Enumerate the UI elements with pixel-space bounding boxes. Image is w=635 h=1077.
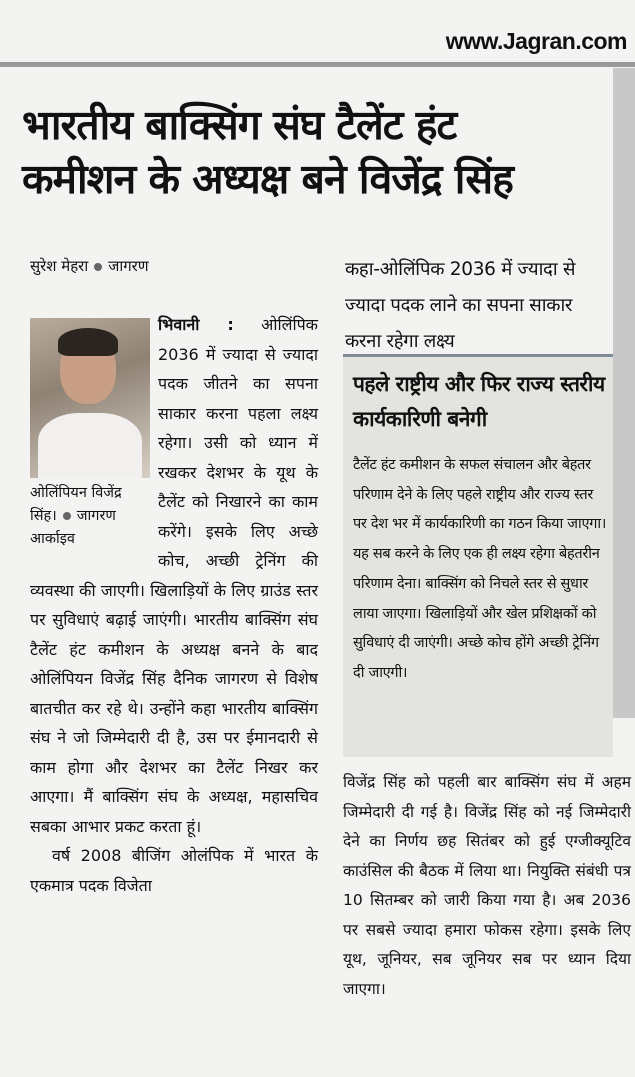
intro-text: ओलिंपिक 2036 में ज्यादा से ज्यादा पदक जीतने का सपना साकार करना पहला लक्ष्य रहेगा। उसी को ध्यान में रखकर देशभर के यूथ के टैलेंट को निखारने का काम करेंगे। इसके लिए अच्छे कोच, अच्छी ट्रेनिंग की व्यवस्था की जाएगी। खिलाड़ियों के लिए ग्राउंड स्तर पर सुविधाएं बढ़ाई जाएंगी। भारतीय बाक्सिंग संघ टैलेंट हंट कमीशन के अध्यक्ष बनने के बाद ओलिंपियन विजेंद्र सिंह दैनिक जागरण से विशेष बातचीत कर रहे थे। उन्होंने कहा भारतीय बाक्सिंग संघ ने जो जिम्मेदारी दी है, उस पर ईमानदारी से काम होगा और देशभर का टैलेंट निखर कर आएगा। मैं बाक्सिंग संघ के अध्यक्ष, महासचिव सबका आभार प्रकट करता हूं। (30, 315, 318, 836)
second-paragraph-text: वर्ष 2008 बीजिंग ओलंपिक में भारत के एकमात्र पदक विजेता (30, 846, 318, 895)
headline (22, 98, 622, 206)
byline-author: सुरेश मेहरा (30, 257, 89, 275)
headline-line-2: कमीशन के अध्यक्ष बने विजेंद्र सिंह (22, 155, 513, 203)
byline (30, 256, 149, 276)
photo-caption-name: ओलिंपियन विजेंद्र सिंह। (30, 485, 122, 524)
byline-source: जागरण (108, 257, 149, 275)
headline-line-1: भारतीय बाक्सिंग संघ टैलेंट हंट (22, 101, 457, 149)
box-text: टैलेंट हंट कमीशन के सफल संचालन और बेहतर परिणाम देने के लिए पहले राष्ट्रीय और राज्य स्तर पर देश भर में कार्यकारिणी का गठन किया जाएगा। यह सब करने के लिए एक ही लक्ष्य रहेगा बेहतरीन परिणाम देना। बाक्सिंग को निचले स्तर से सुधार लाया जाएगा। खिलाड़ियों और खेल प्रशिक्षकों को सुविधाएं दी जाएंगी। अच्छे कोच होंगे अच्छी ट्रेनिंग दी जाएगी। (353, 457, 607, 681)
bullet-icon (94, 263, 102, 271)
masthead-rule (0, 62, 635, 67)
second-paragraph (30, 841, 318, 900)
pull-quote: कहा-ओलिंपिक 2036 में ज्यादा से ज्यादा पदक लाने का सपना साकार करना रहेगा लक्ष्य (345, 259, 576, 352)
left-column (30, 310, 318, 900)
sidebar-box (343, 354, 613, 757)
dateline: भिवानी : (158, 315, 234, 334)
bullet-icon (63, 512, 71, 520)
photo-caption (30, 482, 150, 551)
photo-caption-source: जागरण आर्काइव (30, 508, 116, 547)
site-url[interactable]: www.Jagran.com (445, 28, 627, 54)
right-column: विजेंद्र सिंह को पहली बार बाक्सिंग संघ में अहम जिम्मेदारी दी गई है। विजेंद्र सिंह को नई जिम्मेदारी देने का निर्णय छह सितंबर को हुई एग्जीक्यूटिव काउंसिल की बैठक में लिया था। नियुक्ति संबंधी पत्र 10 सितम्बर को जारी किया गया है। अब 2036 पर सबसे ज्यादा हमारा फोकस रहेगा। इसके लिए यूथ, जूनियर, सब जूनियर सब पर ध्यान दिया जाएगा। (343, 773, 631, 998)
portrait-photo (30, 318, 150, 478)
intro-paragraph (30, 310, 318, 841)
box-title: पहले राष्ट्रीय और फिर राज्य स्तरीय कार्यकारिणी बनेगी (353, 372, 605, 431)
